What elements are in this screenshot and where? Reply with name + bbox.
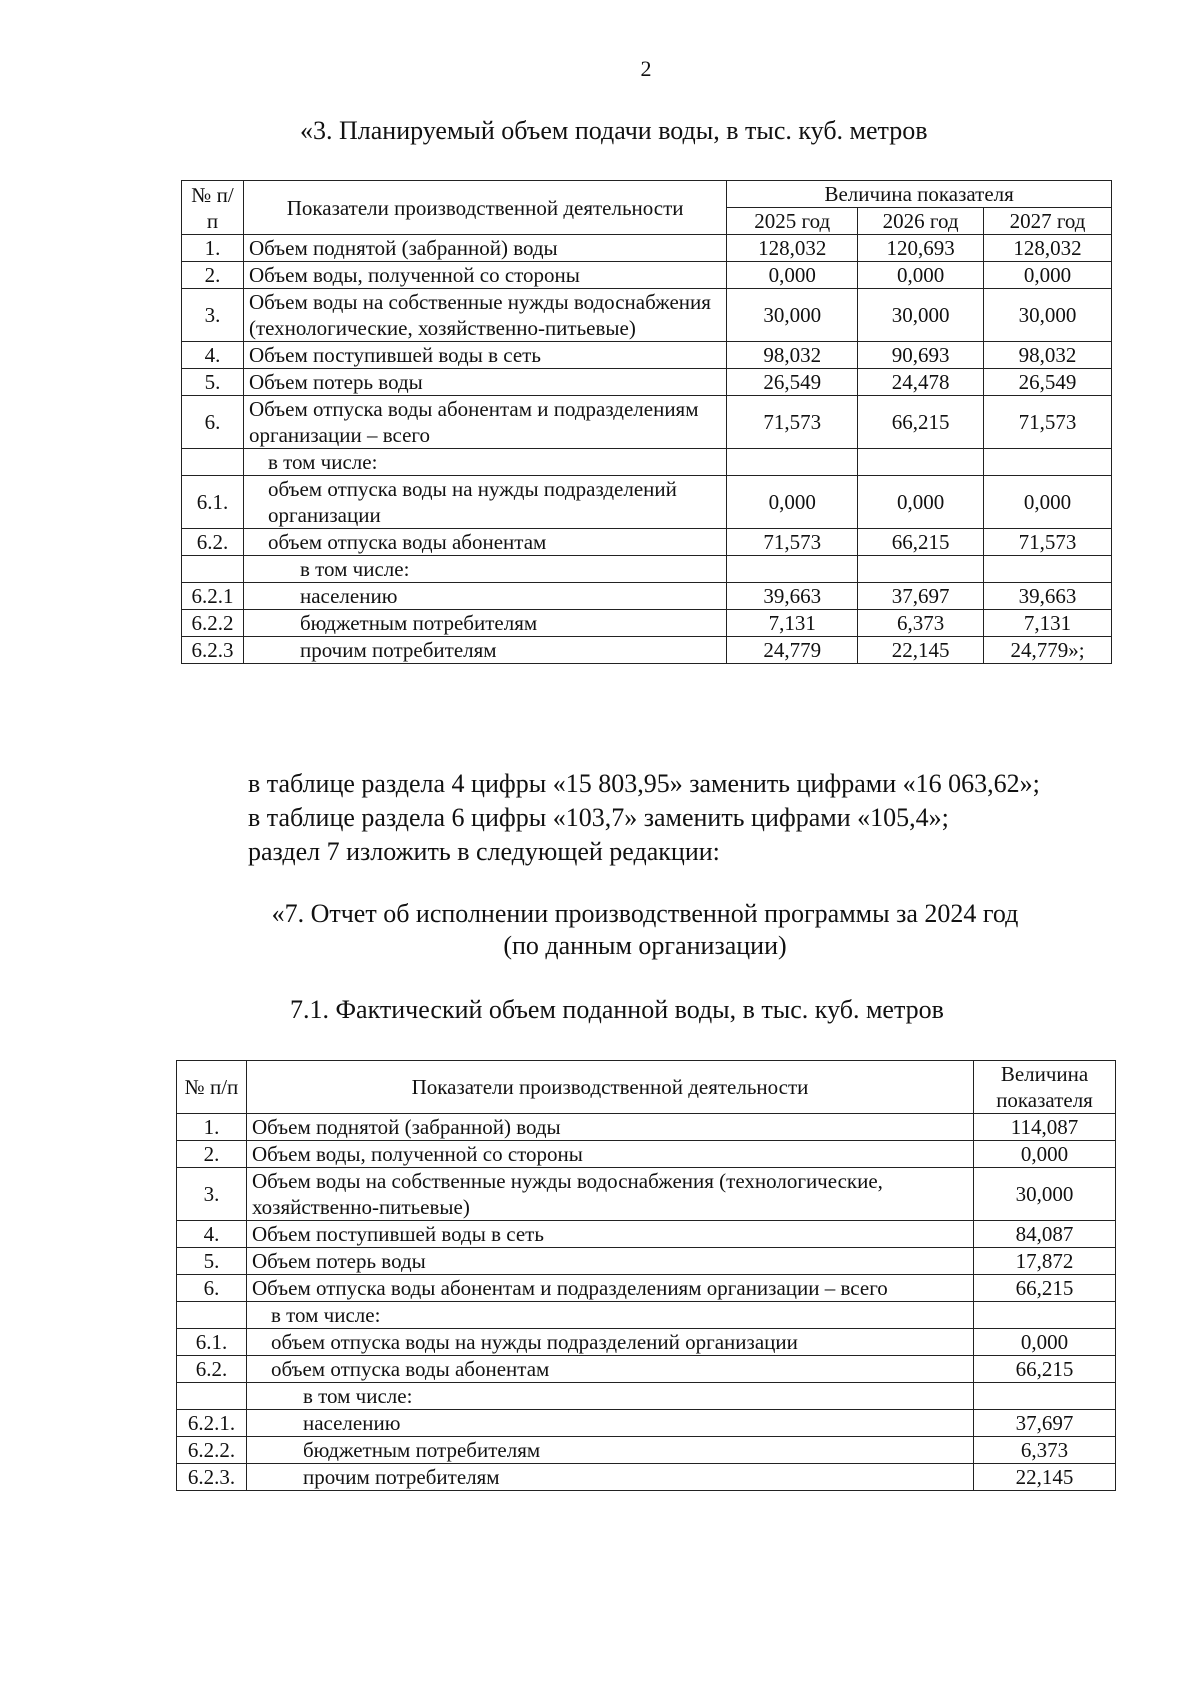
table-row	[177, 1248, 1116, 1275]
label-cell: Объем воды, полученной со стороны	[243, 262, 726, 289]
num-cell: 5.	[177, 1248, 247, 1275]
table-row	[182, 556, 1112, 583]
value-cell	[974, 1383, 1116, 1410]
value-header: Величина показателя	[974, 1061, 1116, 1114]
label-cell: бюджетным потребителям	[246, 1437, 973, 1464]
paragraph: в таблице раздела 6 цифры «103,7» заменить цифрами «105,4»;	[248, 803, 949, 832]
label-cell: объем отпуска воды на нужды подразделений организации	[246, 1329, 973, 1356]
num-cell: 6.2.1.	[177, 1410, 247, 1437]
value-cell: 7,131	[984, 610, 1112, 637]
label-cell: Объем воды на собственные нужды водоснабжения (технологические, хозяйственно-питьевые)	[246, 1168, 973, 1221]
value-cell	[858, 449, 984, 476]
value-cell: 71,573	[984, 529, 1112, 556]
value-cell: 98,032	[984, 342, 1112, 369]
value-cell: 84,087	[974, 1221, 1116, 1248]
value-cell: 30,000	[858, 289, 984, 342]
value-cell: 0,000	[974, 1329, 1116, 1356]
table-row	[182, 583, 1112, 610]
label-cell: объем отпуска воды абонентам	[246, 1356, 973, 1383]
num-cell: 2.	[177, 1141, 247, 1168]
value-cell: 37,697	[858, 583, 984, 610]
value-cell: 66,215	[858, 396, 984, 449]
table-row	[182, 449, 1112, 476]
table-row	[182, 262, 1112, 289]
num-header: № п/п	[182, 181, 244, 235]
num-cell: 6.	[177, 1275, 247, 1302]
num-cell	[182, 556, 244, 583]
num-cell: 6.2.	[182, 529, 244, 556]
table-row	[182, 610, 1112, 637]
value-cell: 0,000	[727, 476, 858, 529]
table-row	[177, 1141, 1116, 1168]
value-cell: 0,000	[858, 262, 984, 289]
num-cell: 6.	[182, 396, 244, 449]
value-cell: 6,373	[974, 1437, 1116, 1464]
num-cell	[177, 1383, 247, 1410]
num-header: № п/п	[177, 1061, 247, 1114]
value-cell: 37,697	[974, 1410, 1116, 1437]
year-header: 2027 год	[984, 208, 1112, 235]
num-cell: 3.	[177, 1168, 247, 1221]
label-cell: в том числе:	[243, 556, 726, 583]
num-cell: 4.	[182, 342, 244, 369]
label-cell: объем отпуска воды абонентам	[243, 529, 726, 556]
value-cell: 24,779»;	[984, 637, 1112, 664]
label-cell: Объем поступившей воды в сеть	[246, 1221, 973, 1248]
table-row	[177, 1302, 1116, 1329]
label-cell: Объем отпуска воды абонентам и подразделениям организации – всего	[246, 1275, 973, 1302]
indicator-header: Показатели производственной деятельности	[243, 181, 726, 235]
actual-supply-table	[176, 1060, 1116, 1491]
label-cell: объем отпуска воды на нужды подразделений организации	[243, 476, 726, 529]
value-cell: 39,663	[727, 583, 858, 610]
section-3-title: «3. Планируемый объем подачи воды, в тыс. куб. метров	[300, 116, 928, 145]
value-cell: 0,000	[984, 262, 1112, 289]
value-cell	[727, 449, 858, 476]
value-cell: 66,215	[974, 1356, 1116, 1383]
table-row	[182, 476, 1112, 529]
value-cell: 17,872	[974, 1248, 1116, 1275]
page-number: 2	[640, 56, 652, 81]
num-cell: 6.2.2	[182, 610, 244, 637]
indicator-header: Показатели производственной деятельности	[246, 1061, 973, 1114]
value-cell: 0,000	[727, 262, 858, 289]
table-row	[177, 1329, 1116, 1356]
num-cell: 6.2.3.	[177, 1464, 247, 1491]
value-cell: 71,573	[984, 396, 1112, 449]
label-cell: Объем отпуска воды абонентам и подразделениям организации – всего	[243, 396, 726, 449]
table-row	[182, 529, 1112, 556]
value-cell: 128,032	[727, 235, 858, 262]
year-header: 2026 год	[858, 208, 984, 235]
table-header-row	[182, 181, 1112, 208]
num-cell: 6.2.1	[182, 583, 244, 610]
num-cell: 6.1.	[177, 1329, 247, 1356]
value-cell: 90,693	[858, 342, 984, 369]
value-cell: 26,549	[727, 369, 858, 396]
table-row	[182, 235, 1112, 262]
label-cell: прочим потребителям	[246, 1464, 973, 1491]
value-cell: 22,145	[858, 637, 984, 664]
value-cell: 30,000	[974, 1168, 1116, 1221]
planned-supply-table	[181, 180, 1112, 664]
value-cell	[984, 556, 1112, 583]
value-cell: 66,215	[974, 1275, 1116, 1302]
value-cell: 120,693	[858, 235, 984, 262]
label-cell: Объем поднятой (забранной) воды	[243, 235, 726, 262]
table-row	[182, 637, 1112, 664]
label-cell: в том числе:	[246, 1383, 973, 1410]
section-7-title-line: (по данным организации)	[503, 931, 787, 960]
section-7-title-line: «7. Отчет об исполнении производственной программы за 2024 год	[271, 899, 1019, 928]
value-cell: 98,032	[727, 342, 858, 369]
num-cell: 2.	[182, 262, 244, 289]
value-cell: 0,000	[974, 1141, 1116, 1168]
value-cell: 66,215	[858, 529, 984, 556]
label-cell: населению	[243, 583, 726, 610]
num-cell: 6.2.	[177, 1356, 247, 1383]
label-cell: Объем потерь воды	[243, 369, 726, 396]
paragraph: в таблице раздела 4 цифры «15 803,95» заменить цифрами «16 063,62»;	[248, 769, 1040, 798]
value-cell: 26,549	[984, 369, 1112, 396]
value-cell	[858, 556, 984, 583]
table-row	[177, 1464, 1116, 1491]
num-cell: 6.2.2.	[177, 1437, 247, 1464]
table-row	[177, 1275, 1116, 1302]
num-cell: 6.1.	[182, 476, 244, 529]
value-cell: 6,373	[858, 610, 984, 637]
value-cell: 0,000	[858, 476, 984, 529]
table-row	[182, 396, 1112, 449]
value-cell: 30,000	[727, 289, 858, 342]
num-cell	[182, 449, 244, 476]
table-header-row	[177, 1061, 1116, 1114]
value-cell: 114,087	[974, 1114, 1116, 1141]
label-cell: Объем воды на собственные нужды водоснабжения (технологические, хозяйственно-питьевые)	[243, 289, 726, 342]
value-cell: 30,000	[984, 289, 1112, 342]
label-cell: населению	[246, 1410, 973, 1437]
value-group-header: Величина показателя	[727, 181, 1112, 208]
value-cell: 7,131	[727, 610, 858, 637]
table-row	[177, 1437, 1116, 1464]
table-row	[177, 1410, 1116, 1437]
table-row	[182, 369, 1112, 396]
table-row	[182, 289, 1112, 342]
table-row	[177, 1168, 1116, 1221]
table-row	[177, 1221, 1116, 1248]
label-cell: Объем воды, полученной со стороны	[246, 1141, 973, 1168]
label-cell: прочим потребителям	[243, 637, 726, 664]
num-cell: 6.2.3	[182, 637, 244, 664]
value-cell: 71,573	[727, 396, 858, 449]
value-cell	[974, 1302, 1116, 1329]
label-cell: Объем поднятой (забранной) воды	[246, 1114, 973, 1141]
num-cell: 1.	[177, 1114, 247, 1141]
value-cell: 24,779	[727, 637, 858, 664]
table-row	[177, 1114, 1116, 1141]
num-cell: 1.	[182, 235, 244, 262]
value-cell: 0,000	[984, 476, 1112, 529]
num-cell	[177, 1302, 247, 1329]
label-cell: в том числе:	[246, 1302, 973, 1329]
num-cell: 5.	[182, 369, 244, 396]
section-7-title	[200, 898, 1090, 962]
num-cell: 4.	[177, 1221, 247, 1248]
label-cell: Объем поступившей воды в сеть	[243, 342, 726, 369]
table-row	[182, 342, 1112, 369]
year-header: 2025 год	[727, 208, 858, 235]
num-cell: 3.	[182, 289, 244, 342]
value-cell: 22,145	[974, 1464, 1116, 1491]
value-cell: 39,663	[984, 583, 1112, 610]
section-7-1-title: 7.1. Фактический объем поданной воды, в тыс. куб. метров	[290, 995, 944, 1024]
value-cell: 128,032	[984, 235, 1112, 262]
value-cell: 71,573	[727, 529, 858, 556]
label-cell: в том числе:	[243, 449, 726, 476]
label-cell: Объем потерь воды	[246, 1248, 973, 1275]
value-cell	[727, 556, 858, 583]
table-row	[177, 1356, 1116, 1383]
label-cell: бюджетным потребителям	[243, 610, 726, 637]
paragraph: раздел 7 изложить в следующей редакции:	[248, 837, 720, 866]
value-cell	[984, 449, 1112, 476]
table-row	[177, 1383, 1116, 1410]
value-cell: 24,478	[858, 369, 984, 396]
